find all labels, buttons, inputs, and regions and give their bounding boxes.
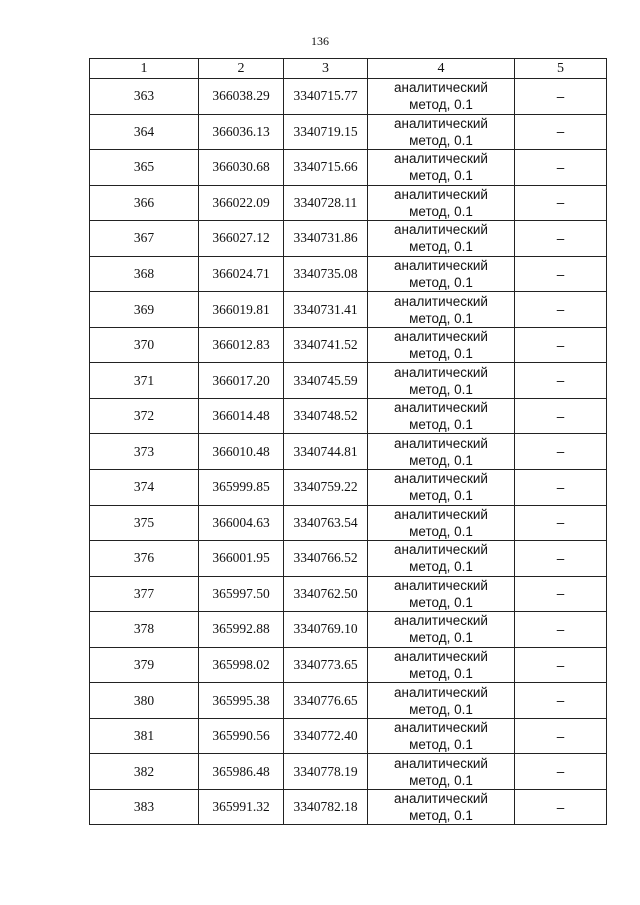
method-precision: метод, 0.1 — [409, 630, 473, 646]
col5-value: – — [515, 541, 607, 577]
table-row — [90, 647, 607, 683]
coord-x: 365998.02 — [199, 647, 284, 683]
method-precision: метод, 0.1 — [409, 97, 473, 113]
method-text: аналитический — [394, 400, 488, 416]
coord-y: 3340741.52 — [284, 327, 368, 363]
method-precision: метод, 0.1 — [409, 808, 473, 824]
method-cell — [368, 256, 515, 292]
col5-value: – — [515, 470, 607, 506]
point-number: 364 — [90, 114, 199, 150]
col5-value: – — [515, 683, 607, 719]
table-row — [90, 185, 607, 221]
method-cell — [368, 434, 515, 470]
coord-y: 3340735.08 — [284, 256, 368, 292]
method-cell — [368, 114, 515, 150]
coord-y: 3340731.86 — [284, 221, 368, 257]
point-number: 374 — [90, 470, 199, 506]
method-precision: метод, 0.1 — [409, 701, 473, 717]
point-number: 381 — [90, 718, 199, 754]
coord-x: 366012.83 — [199, 327, 284, 363]
method-precision: метод, 0.1 — [409, 523, 473, 539]
col5-value: – — [515, 718, 607, 754]
coord-y: 3340762.50 — [284, 576, 368, 612]
coord-x: 365997.50 — [199, 576, 284, 612]
table-row — [90, 612, 607, 648]
method-text: аналитический — [394, 151, 488, 167]
coord-y: 3340766.52 — [284, 541, 368, 577]
table-row — [90, 79, 607, 115]
col5-value: – — [515, 185, 607, 221]
col5-value: – — [515, 327, 607, 363]
method-cell — [368, 221, 515, 257]
coord-y: 3340782.18 — [284, 789, 368, 825]
col5-value: – — [515, 150, 607, 186]
point-number: 367 — [90, 221, 199, 257]
col5-value: – — [515, 789, 607, 825]
point-number: 373 — [90, 434, 199, 470]
method-cell — [368, 79, 515, 115]
point-number: 375 — [90, 505, 199, 541]
method-text: аналитический — [394, 186, 488, 202]
method-precision: метод, 0.1 — [409, 737, 473, 753]
method-text: аналитический — [394, 542, 488, 558]
coord-y: 3340778.19 — [284, 754, 368, 790]
col5-value: – — [515, 79, 607, 115]
table-row — [90, 754, 607, 790]
method-text: аналитический — [394, 115, 488, 131]
coord-x: 366019.81 — [199, 292, 284, 328]
method-precision: метод, 0.1 — [409, 488, 473, 504]
coord-x: 366024.71 — [199, 256, 284, 292]
coord-y: 3340715.66 — [284, 150, 368, 186]
coord-x: 366010.48 — [199, 434, 284, 470]
coord-x: 365990.56 — [199, 718, 284, 754]
header-col-1: 1 — [90, 59, 199, 79]
method-text: аналитический — [394, 364, 488, 380]
header-col-3: 3 — [284, 59, 368, 79]
coord-x: 366030.68 — [199, 150, 284, 186]
point-number: 379 — [90, 647, 199, 683]
col5-value: – — [515, 114, 607, 150]
method-precision: метод, 0.1 — [409, 559, 473, 575]
coord-x: 365999.85 — [199, 470, 284, 506]
point-number: 363 — [90, 79, 199, 115]
method-precision: метод, 0.1 — [409, 275, 473, 290]
point-number: 377 — [90, 576, 199, 612]
coord-y: 3340773.65 — [284, 647, 368, 683]
method-cell — [368, 612, 515, 648]
method-precision: метод, 0.1 — [409, 452, 473, 468]
method-cell — [368, 683, 515, 719]
coord-y: 3340745.59 — [284, 363, 368, 399]
coord-y: 3340759.22 — [284, 470, 368, 506]
method-text: аналитический — [394, 435, 488, 451]
table-row — [90, 683, 607, 719]
method-cell — [368, 754, 515, 790]
method-precision: метод, 0.1 — [409, 381, 473, 397]
col5-value: – — [515, 612, 607, 648]
coord-y: 3340715.77 — [284, 79, 368, 115]
point-number: 370 — [90, 327, 199, 363]
method-text: аналитический — [394, 791, 488, 807]
col5-value: – — [515, 647, 607, 683]
coord-y: 3340772.40 — [284, 718, 368, 754]
point-number: 371 — [90, 363, 199, 399]
point-number: 365 — [90, 150, 199, 186]
col5-value: – — [515, 505, 607, 541]
coord-x: 366014.48 — [199, 398, 284, 434]
col5-value: – — [515, 363, 607, 399]
coordinates-table — [89, 58, 607, 825]
coord-x: 365986.48 — [199, 754, 284, 790]
method-cell — [368, 363, 515, 399]
table-row — [90, 327, 607, 363]
method-text: аналитический — [394, 684, 488, 700]
table-row — [90, 398, 607, 434]
method-text: аналитический — [394, 329, 488, 345]
point-number: 372 — [90, 398, 199, 434]
method-precision: метод, 0.1 — [409, 168, 473, 184]
coord-y: 3340776.65 — [284, 683, 368, 719]
coord-y: 3340731.41 — [284, 292, 368, 328]
col5-value: – — [515, 576, 607, 612]
method-cell — [368, 470, 515, 506]
method-text: аналитический — [394, 222, 488, 238]
table-row — [90, 541, 607, 577]
point-number: 382 — [90, 754, 199, 790]
table-row — [90, 789, 607, 825]
method-precision: метод, 0.1 — [409, 346, 473, 362]
method-cell — [368, 576, 515, 612]
method-precision: метод, 0.1 — [409, 239, 473, 255]
method-text: аналитический — [394, 258, 488, 273]
method-cell — [368, 541, 515, 577]
method-cell — [368, 398, 515, 434]
col5-value: – — [515, 434, 607, 470]
method-cell — [368, 292, 515, 328]
point-number: 378 — [90, 612, 199, 648]
col5-value: – — [515, 754, 607, 790]
header-col-5: 5 — [515, 59, 607, 79]
coord-y: 3340769.10 — [284, 612, 368, 648]
coord-x: 366038.29 — [199, 79, 284, 115]
point-number: 383 — [90, 789, 199, 825]
coord-x: 366036.13 — [199, 114, 284, 150]
coord-y: 3340763.54 — [284, 505, 368, 541]
point-number: 380 — [90, 683, 199, 719]
col5-value: – — [515, 221, 607, 257]
coord-x: 366022.09 — [199, 185, 284, 221]
table-row — [90, 434, 607, 470]
coord-x: 366027.12 — [199, 221, 284, 257]
coord-y: 3340744.81 — [284, 434, 368, 470]
table-row — [90, 505, 607, 541]
coord-y: 3340728.11 — [284, 185, 368, 221]
table-row — [90, 114, 607, 150]
table-row — [90, 718, 607, 754]
col5-value: – — [515, 398, 607, 434]
method-cell — [368, 327, 515, 363]
method-precision: метод, 0.1 — [409, 772, 473, 788]
method-cell — [368, 185, 515, 221]
page-number: 136 — [311, 34, 329, 48]
coord-x: 365992.88 — [199, 612, 284, 648]
header-col-4: 4 — [368, 59, 515, 79]
point-number: 368 — [90, 256, 199, 292]
coord-y: 3340719.15 — [284, 114, 368, 150]
method-precision: метод, 0.1 — [409, 310, 473, 326]
table-row — [90, 150, 607, 186]
method-cell — [368, 718, 515, 754]
point-number: 376 — [90, 541, 199, 577]
coord-x: 365995.38 — [199, 683, 284, 719]
method-precision: метод, 0.1 — [409, 132, 473, 148]
method-text: аналитический — [394, 506, 488, 522]
method-precision: метод, 0.1 — [409, 594, 473, 610]
table-row — [90, 256, 607, 292]
header-row — [90, 59, 607, 79]
point-number: 366 — [90, 185, 199, 221]
point-number: 369 — [90, 292, 199, 328]
method-cell — [368, 789, 515, 825]
method-text: аналитический — [394, 577, 488, 593]
method-text: аналитический — [394, 293, 488, 309]
col5-value: – — [515, 256, 607, 292]
method-cell — [368, 505, 515, 541]
method-text: аналитический — [394, 471, 488, 487]
coord-y: 3340748.52 — [284, 398, 368, 434]
header-col-2: 2 — [199, 59, 284, 79]
table-row — [90, 576, 607, 612]
method-text: аналитический — [394, 80, 488, 96]
coord-x: 366017.20 — [199, 363, 284, 399]
method-text: аналитический — [394, 613, 488, 629]
col5-value: – — [515, 292, 607, 328]
coord-x: 365991.32 — [199, 789, 284, 825]
table-row — [90, 363, 607, 399]
coord-x: 366004.63 — [199, 505, 284, 541]
table-row — [90, 292, 607, 328]
method-precision: метод, 0.1 — [409, 203, 473, 219]
coord-x: 366001.95 — [199, 541, 284, 577]
method-cell — [368, 150, 515, 186]
method-text: аналитический — [394, 755, 488, 771]
table-row — [90, 221, 607, 257]
method-precision: метод, 0.1 — [409, 417, 473, 433]
method-text: аналитический — [394, 720, 488, 736]
method-cell — [368, 647, 515, 683]
method-precision: метод, 0.1 — [409, 666, 473, 682]
table-row — [90, 470, 607, 506]
method-text: аналитический — [394, 649, 488, 665]
